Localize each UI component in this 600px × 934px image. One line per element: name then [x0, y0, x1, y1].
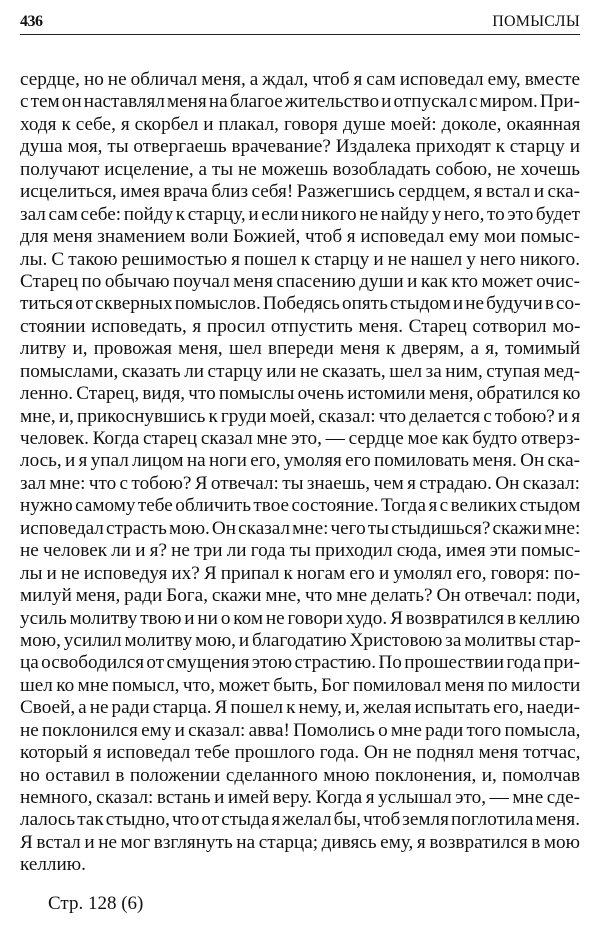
text-line: помыслами, сказать ли старцу или не сказать, шел за ним, ступая мед- — [20, 360, 581, 382]
text-line: мою, усилил молитву мою, и благодатию Христовою за молитвы стар- — [20, 629, 581, 651]
text-line: для меня знамением воли Божией, чтоб я исповедал ему мои помыс- — [20, 226, 580, 248]
text-line: литву и, провожая меня, шел впереди меня к дверям, а я, томимый — [20, 338, 581, 360]
text-line: душа моя, ты отвергаешь врачевание? Издалека приходят к старцу и — [20, 136, 580, 158]
text-line: ленно. Старец, видя, что помыслы очень истомили меня, обратился ко — [20, 383, 581, 405]
text-line: не поклонился ему и сказал: авва! Помолись о мне ради того помысла, — [20, 719, 581, 741]
text-line: усиль молитву твою и ни о ком не говори худо. Я возвратился в келлию — [20, 607, 580, 629]
page-header — [20, 12, 580, 35]
body-text — [20, 69, 580, 877]
text-line: милуй меня, ради Бога, скажи мне, что мне делать? Он отвечал: поди, — [20, 585, 581, 607]
text-line: ходя к себе, я скорбел и плакал, говоря душе моей: доколе, окаянная — [20, 113, 581, 135]
text-line: зал мне: что с тобою? Я отвечал: ты знаешь, чем я страдаю. Он сказал: — [20, 472, 580, 494]
text-line: лы. С такою решимостью я пошел к старцу и не нашел у него никого. — [20, 248, 580, 270]
text-line: не человек ли и я? не три ли года ты приходил сюда, имея эти помыс- — [20, 540, 581, 562]
text-line: мне, и, прикоснувшись к груди моей, сказал: что делается с тобою? и я — [20, 405, 581, 427]
text-line: нужно самому тебе обличить твое состояние. Тогда я с великих стыдом — [20, 495, 581, 517]
text-line: шел ко мне помысл, что, может быть, Бог помиловал меня по милости — [20, 674, 581, 696]
text-line: лось, и я упал лицом на ноги его, умоляя его помиловать меня. Он ска- — [20, 450, 580, 472]
text-line: Своей, а не ради старца. Я пошел к нему, и, желая испытать его, наеди- — [20, 697, 580, 719]
text-line: титься от скверных помыслов. Победясь опять стыдом и не будучи в со- — [20, 293, 581, 315]
text-line: с тем он наставлял меня на благое жительство и отпускал с миром. При- — [20, 91, 580, 113]
text-line: сердце, но не обличал меня, а ждал, чтоб я сам исповедал ему, вместе — [20, 69, 580, 90]
text-line: келлию. — [20, 854, 86, 876]
text-line: немного, сказал: встань и имей веру. Когда я услышал это, — мне сде- — [20, 787, 580, 808]
text-line: зал сам себе: пойду к старцу, и если никого не найду у него, то это будет — [20, 203, 580, 225]
text-line: Я встал и не мог взглянуть на старца; дивясь ему, я возвратился в мою — [20, 831, 580, 853]
text-line: исцелиться, имея врача близ себя! Разжегшись сердцем, я встал и ска- — [20, 181, 580, 203]
running-title: ПОМЫСЛЫ — [492, 13, 580, 30]
text-line: человек. Когда старец сказал мне это, — сердце мое как будто отверз- — [20, 428, 580, 449]
text-line: получают исцеление, а ты не можешь возобладать собою, не хочешь — [20, 158, 580, 180]
text-line: ца освободился от смущения этою страстию. По прошествии года при- — [20, 652, 580, 674]
text-line: но оставил в положении сделанного мною поклонения, и, помолчав — [20, 764, 581, 786]
text-line: стоянии исповедать, я просил отпустить меня. Старец сотворил мо- — [20, 315, 581, 337]
text-line: который я исповедал тебе прошлого года. Он не поднял меня тотчас, — [20, 742, 581, 764]
text-line: Старец по обычаю поучал меня спасению души и как кто может очис- — [20, 270, 580, 292]
text-line: исповедал страсть мою. Он сказал мне: чего ты стыдишься? скажи мне: — [20, 517, 581, 539]
page-number: 436 — [20, 13, 43, 30]
text-line: лы и не исповедуя их? Я припал к ногам его и умолял его, говоря: по- — [20, 562, 581, 584]
source-reference: Стр. 128 (6) — [48, 893, 144, 914]
text-line: лалось так стыдно, что от стыда я желал бы, чтоб земля поглотила меня. — [20, 809, 580, 831]
